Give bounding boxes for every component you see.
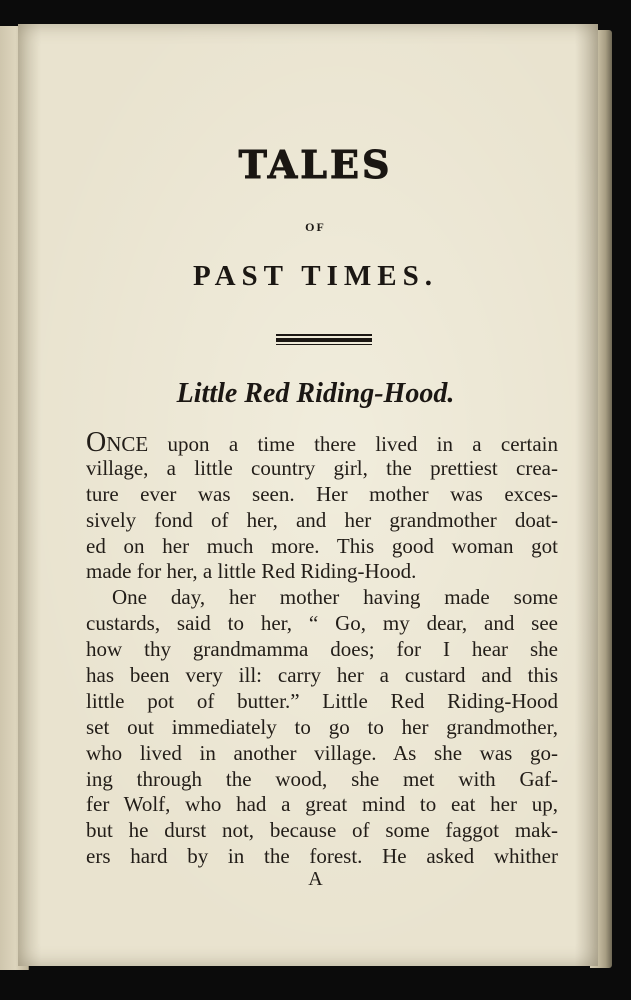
text-line: has been very ill: carry her a custard and this xyxy=(86,663,558,688)
text-line: ture ever was seen. Her mother was exces- xyxy=(86,481,558,506)
ornamental-rule-thick xyxy=(276,338,372,342)
title-tales: TALES xyxy=(238,142,393,187)
text-line: One day, her mother having made some xyxy=(112,585,558,610)
text-line: how thy grandmamma does; for I hear she xyxy=(86,637,558,662)
text-line: village, a little country girl, the prettiest crea- xyxy=(86,455,558,480)
title-of: OF xyxy=(305,220,326,234)
text-line: who lived in another village. As she was go- xyxy=(86,740,558,765)
text-line: ing through the wood, she met with Gaf- xyxy=(86,766,558,791)
ornamental-rule-thin xyxy=(276,344,372,345)
text-line: custards, said to her, “ Go, my dear, and see xyxy=(86,611,558,636)
drop-capital: O xyxy=(86,427,107,458)
text-line: sively fond of her, and her grandmother doat- xyxy=(86,507,558,532)
ornamental-rule xyxy=(276,334,372,336)
text-line-content: NCE upon a time there lived in a certain xyxy=(106,432,558,456)
text-line: but he durst not, because of some faggot mak- xyxy=(86,818,558,843)
title-past-times: PAST TIMES. xyxy=(193,260,438,292)
text-line: little pot of butter.” Little Red Riding-Hood xyxy=(86,688,558,713)
text-line: set out immediately to go to her grandmother, xyxy=(86,714,558,739)
story-title: Little Red Riding-Hood. xyxy=(176,378,455,409)
story-text xyxy=(86,427,558,870)
text-line: ed on her much more. This good woman got xyxy=(86,533,558,558)
text-line: ers hard by in the forest. He asked whither xyxy=(86,844,558,869)
text-line: made for her, a little Red Riding-Hood. xyxy=(86,559,417,584)
text-line xyxy=(86,427,558,458)
signature-mark: A xyxy=(308,868,323,890)
text-line: fer Wolf, who had a great mind to eat her up, xyxy=(86,792,558,817)
